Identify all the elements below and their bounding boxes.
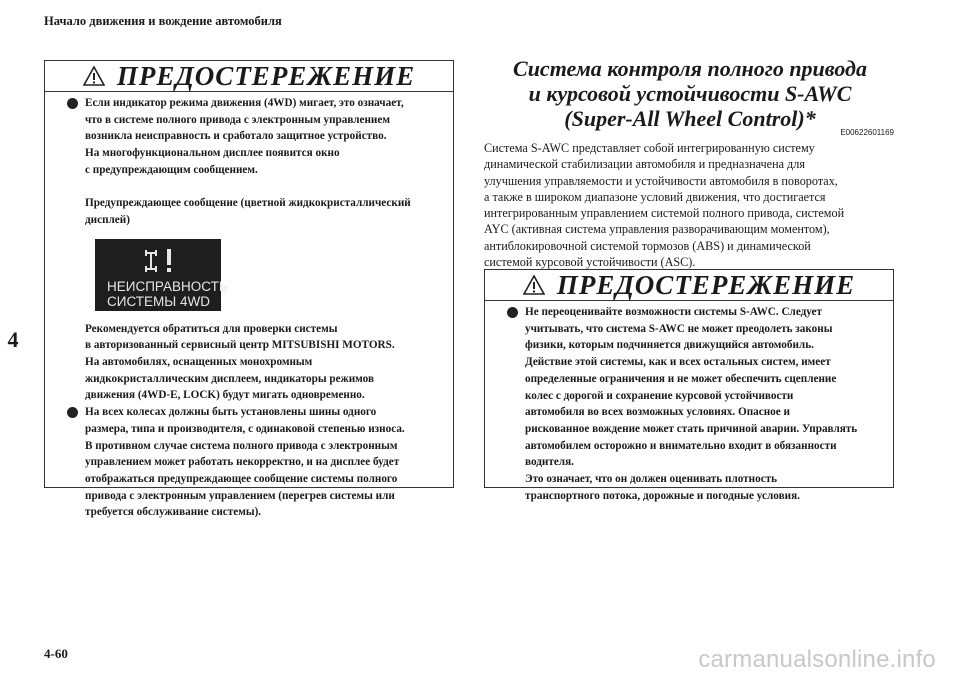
text-line: колес с дорогой и сохранение курсовой устойчивости	[525, 389, 794, 402]
bullet-icon	[507, 307, 518, 318]
text-line: автомобилем осторожно и внимательно входит в обязанности	[525, 439, 837, 452]
bullet-icon	[67, 98, 78, 109]
text-line: Рекомендуется обратиться для проверки системы	[85, 322, 338, 335]
4wd-warning-icon	[143, 247, 179, 275]
text-line: системой курсовой устойчивости (ASC).	[484, 255, 696, 270]
text-line: движения (4WD-E, LOCK) будут мигать одновременно.	[85, 389, 365, 402]
display-message	[107, 279, 228, 309]
text-line: Предупреждающее сообщение (цветной жидкокристаллический	[85, 197, 411, 210]
text-line: привода с электронным управлением (перегрев системы или	[85, 489, 395, 502]
text-line: Не переоценивайте возможности системы S-AWC. Следует	[525, 306, 823, 318]
warning-box-left	[44, 60, 454, 519]
text-line: На всех колесах должны быть установлены шины одного	[85, 406, 377, 419]
text-line: интегрированным управлением системой полного привода, системой	[484, 206, 845, 221]
text-line: размера, типа и производителя, с одинаковой степенью износа.	[85, 422, 405, 435]
warning-triangle-icon	[83, 66, 105, 86]
warning-header	[485, 270, 893, 301]
display-line: НЕИСПРАВНОСТЬ	[107, 278, 228, 294]
warning-item	[59, 404, 439, 521]
text-line: жидкокристаллическим дисплеем, индикаторы режимов	[85, 372, 374, 385]
text-line: Если индикатор режима движения (4WD) мигает, это означает,	[85, 97, 404, 109]
title-line: (Super-All Wheel Control)*	[564, 106, 816, 131]
warning-item	[59, 95, 439, 404]
text-line: улучшения управляемости и устойчивости автомобиля в поворотах,	[484, 173, 838, 188]
warning-box-right	[484, 269, 894, 502]
warning-title: ПРЕДОСТЕРЕЖЕНИЕ	[556, 269, 856, 300]
text-line: рискованное вождение может стать причиной аварии. Управлять	[525, 422, 858, 435]
text-line: транспортного потока, дорожные и погодные условия.	[525, 489, 800, 502]
watermark: carmanualsonline.info	[698, 646, 936, 673]
warning-triangle-icon	[523, 275, 545, 295]
text-line: физики, которым подчиняется движущийся автомобиль.	[525, 339, 814, 352]
text-line: Действие этой системы, как и всех остальных систем, имеет	[525, 356, 831, 369]
title-line: Система контроля полного привода	[513, 56, 867, 81]
running-header: Начало движения и вождение автомобиля	[44, 14, 282, 28]
title-line: и курсовой устойчивости S-AWC	[528, 81, 852, 106]
text-line: водителя.	[525, 456, 574, 469]
text-line: динамической стабилизации автомобиля и предназначена для	[484, 157, 805, 172]
warning-title: ПРЕДОСТЕРЕЖЕНИЕ	[116, 60, 416, 91]
intro-paragraph	[484, 140, 904, 270]
text-line: Это означает, что он должен оценивать плотность	[525, 473, 778, 486]
text-line: антиблокировочной системой тормозов (ABS) и динамической	[484, 238, 811, 253]
chapter-tab: 4	[7, 327, 19, 352]
text-line: На автомобилях, оснащенных монохромным	[85, 356, 313, 369]
text-line: дисплей)	[85, 213, 130, 226]
text-line: определенные ограничения и не может обеспечить сцепление	[525, 372, 837, 385]
text-line: что в системе полного привода с электронным управлением	[85, 113, 390, 126]
text-line: автомобиля во всех возможных условиях. Опасное и	[525, 406, 790, 419]
display-line: СИСТЕМЫ 4WD	[107, 293, 210, 309]
text-line: возникла неисправность и сработало защитное устройство.	[85, 130, 387, 143]
section-title	[490, 56, 890, 131]
text-line: Система S-AWC представляет собой интегрированную систему	[484, 141, 815, 155]
text-line: требуется обслуживание системы).	[85, 506, 262, 519]
text-line: а также в широком диапазоне условий движения, что достигается	[484, 189, 826, 204]
text-line: с предупреждающим сообщением.	[85, 163, 258, 176]
section-code: E00622601169	[840, 128, 894, 137]
warning-item	[499, 304, 879, 504]
bullet-icon	[67, 407, 78, 418]
text-line: На многофункциональном дисплее появится окно	[85, 147, 340, 160]
text-line: В противном случае система полного привода с электронным	[85, 439, 398, 452]
page-number: 4-60	[44, 646, 68, 661]
text-line: AYC (активная система управления разворачивающим моментом),	[484, 222, 830, 237]
text-line: учитывать, что система S-AWC не может преодолеть законы	[525, 322, 833, 335]
display-warning-image	[95, 239, 228, 311]
warning-header	[45, 61, 453, 92]
text-line: отображаться предупреждающее сообщение системы полного	[85, 472, 398, 485]
text-line: управлением может работать некорректно, и на дисплее будет	[85, 456, 400, 469]
text-line: в авторизованный сервисный центр MITSUBISHI MOTORS.	[85, 339, 395, 352]
